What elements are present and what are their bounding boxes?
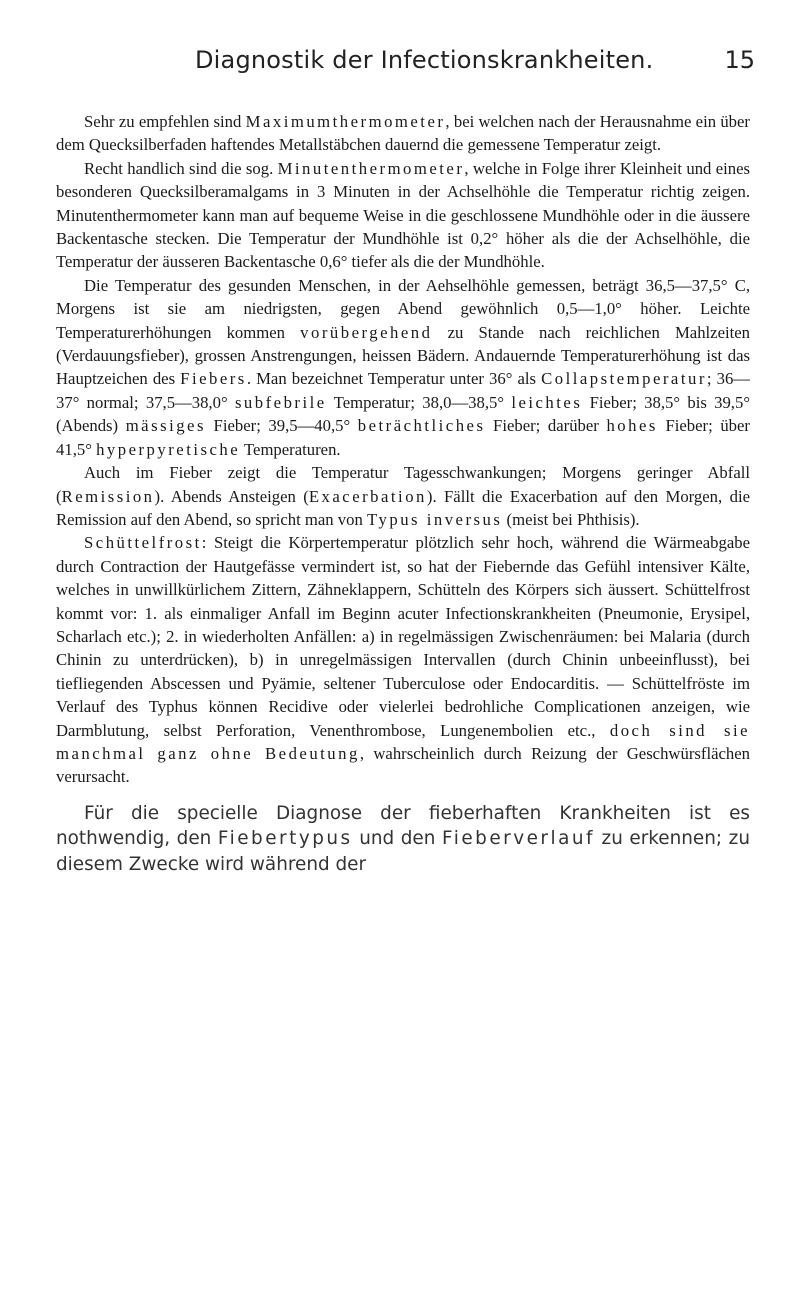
- text-run: Fieber; darüber: [485, 416, 607, 436]
- text-run: zu Stande nach reichlichen Mahlzeiten (Verdauungsfieber), grossen Anstrengungen, heissen Bädern. Andauernde Temperaturerhöhung ist das Hauptzeichen des: [56, 322, 751, 389]
- text-run: zu erkennen; zu diesem Zwecke wird während der: [56, 828, 750, 875]
- text-run: Auch im Fieber zeigt die Temperatur Tagesschwankungen; Morgens geringer Abfall (: [56, 463, 750, 506]
- running-title: Diagnostik der Infectionskrankheiten.: [195, 46, 654, 74]
- text-run: ). Abends Ansteigen (: [154, 486, 309, 506]
- emphasized-term: Remission: [61, 486, 155, 506]
- page-number: 15: [724, 46, 755, 74]
- paragraph-normal-temperature: [56, 274, 750, 461]
- text-run: . Man bezeichnet Temperatur unter 36° als: [246, 369, 542, 389]
- text-run: Sehr zu empfehlen sind: [84, 112, 246, 131]
- paragraph-fever-type: [56, 801, 750, 878]
- emphasized-term: Fiebers: [180, 369, 247, 389]
- main-text-section: [56, 801, 750, 878]
- emphasized-term: Maximumthermometer: [245, 112, 446, 131]
- emphasized-term: Collapstemperatur: [541, 369, 707, 389]
- text-run: Die Temperatur des gesunden Menschen, in der Aehselhöhle gemessen, beträgt 36,5—37,5° C, Morgens ist sie am niedrigsten, gegen Abend gewöhnlich 0,5—1,0° höher. Leichte Temperaturerhöhungen kommen: [56, 275, 750, 342]
- paragraph-chills: [56, 531, 750, 788]
- emphasized-term: hyperpyretische: [96, 439, 241, 459]
- text-run: und den: [352, 828, 442, 850]
- emphasized-term: mässiges: [125, 416, 206, 436]
- text-run: (meist bei Phthisis).: [502, 509, 640, 529]
- text-run: Recht handlich sind die sog.: [84, 158, 278, 178]
- running-header: [195, 46, 755, 86]
- emphasized-term: Exacerbation: [308, 486, 427, 506]
- small-print-section: [56, 110, 750, 789]
- paragraph-maximum-thermometer: [56, 110, 750, 157]
- paragraph-daily-fluctuation: [56, 461, 750, 531]
- emphasized-term: hohes: [606, 416, 658, 436]
- emphasized-term: Fiebertypus: [217, 828, 353, 850]
- emphasized-term: leichtes: [511, 392, 583, 412]
- emphasized-term: Fieberverlauf: [441, 828, 595, 850]
- emphasized-term: doch sind sie manchmal ganz ohne Bedeutung: [56, 720, 750, 763]
- text-run: Fieber; über 41,5°: [56, 416, 750, 459]
- text-run: , welche in Folge ihrer Kleinheit und eines besonderen Quecksilberamalgams in 3 Minuten in der Achselhöhle die Temperatur richtig zeigen. Minutenthermometer kann man auf bequeme Weise in die geschlossene Mundhöhle oder in die äussere Backentasche stecken. Die Temperatur der Mundhöhle ist 0,2° höher als die der Achselhöhle, die Temperatur der äusseren Backentasche 0,6° tiefer als die der Mundhöhle.: [56, 158, 750, 272]
- text-run: ). Fällt die Exacerbation auf den Morgen, die Remission auf den Abend, so spricht man von: [56, 486, 750, 529]
- emphasized-term: beträchtliches: [357, 416, 486, 436]
- text-run: , wahrscheinlich durch Reizung der Geschwürsflächen verursacht.: [56, 743, 750, 787]
- emphasized-term: vorübergehend: [300, 322, 433, 342]
- emphasized-term: Typus inversus: [367, 509, 503, 529]
- paragraph-minute-thermometer: [56, 157, 750, 274]
- text-run: , bei welchen nach der Herausnahme ein über dem Quecksilberfaden haftendes Metallstäbchen dauernd die gemessene Temperatur zeigt.: [56, 112, 750, 155]
- emphasized-term: Minutenthermometer: [277, 158, 465, 178]
- text-run: Fieber; 38,5° bis 39,5° (Abends): [56, 392, 750, 436]
- text-run: : Steigt die Körpertemperatur plötzlich sehr hoch, während die Wärmeabgabe durch Contraction der Hautgefässe vermindert ist, so hat der Fiebernde das Gefühl intensiver Kälte, welches in unwillkürlichem Zittern, Zähneklappern, Schütteln des Körpers sich äussert. Schüttelfrost kommt vor: 1. als einmaliger Anfall im Beginn acuter Infectionskrankheiten (Pneumonie, Erysipel, Scharlach etc.); 2. in wiederholten Anfällen: a) in regelmässigen Zwischenräumen: bei Malaria (durch Chinin zu unterdrücken), b) in unregelmässigen Intervallen (durch Chinin unbeeinflusst), bei tiefliegenden Abscessen und Pyämie, seltener Tuberculose oder Endocarditis. — Schüttelfröste im Verlauf des Typhus können Recidive oder vielerlei bedrohliche Complicationen anzeigen, wie Darmblutung, selbst Perforation, Venenthrombose, Lungenembolien etc.,: [56, 533, 750, 740]
- emphasized-term: Schüttelfrost: [84, 533, 202, 553]
- emphasized-term: subfebrile: [234, 392, 327, 412]
- body-text: [56, 110, 750, 877]
- text-run: Für die specielle Diagnose der fieberhaften Krankheiten ist es nothwendig, den: [56, 802, 750, 850]
- text-run: Temperaturen.: [240, 439, 341, 459]
- text-run: Fieber; 39,5—40,5°: [205, 416, 358, 436]
- text-run: ; 36—37° normal; 37,5—38,0°: [56, 369, 750, 412]
- text-run: Temperatur; 38,0—38,5°: [326, 392, 512, 412]
